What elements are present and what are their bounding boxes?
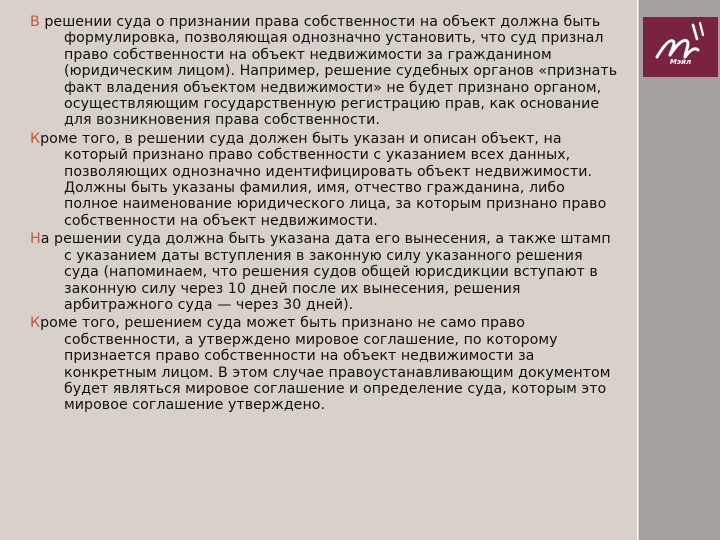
logo [643,17,718,77]
sidebar [639,0,720,540]
paragraph-text: роме того, в решении суда должен быть указан и описан объект, на который признано право собственности с указанием всех данных, позволяющих однозначно идентифицировать объект недвижимости. Должны быть указаны фамилия, имя, отчество гражданина, либо полное наименование юридического лица, за которым признано право собственности на объект недвижимости. [40,130,607,229]
paragraph-initial: К [30,130,41,147]
paragraph-4 [30,315,622,413]
sidebar-divider [637,0,638,540]
paragraph-text: а решении суда должна быть указана дата его вынесения, а также штамп с указанием даты вступления в законную силу указанного решения суда (напоминаем, что решения судов общей юрисдикции вступают в законную силу через 10 дней после их вынесения, решения арбитражного суда — через 30 дней). [40,231,611,313]
paragraph-3 [30,231,622,313]
logo-mark-icon [643,17,718,77]
logo-label: Мэйл [669,58,692,66]
paragraph-2 [30,131,622,229]
document-body [30,14,622,534]
paragraph-text: роме того, решением суда может быть признано не само право собственности, а утверждено мировое соглашение, по которому признается право собственности на объект недвижимости за конкретным лицом. В этом случае правоустанавливающим документом будет являться мировое соглашение и определение суда, которым это мировое соглашение утверждено. [40,315,611,414]
paragraph-initial: Н [30,231,41,248]
paragraph-initial: К [30,315,41,332]
paragraph-1 [30,14,622,129]
paragraph-initial: В [30,14,40,30]
paragraph-text: решении суда о признании права собственности на объект должна быть формулировка, позволяющая однозначно установить, что суд признал право собственности на объект недвижимости за гражданином (юридическим лицом). Например, решение судебных органов «признать факт владения объектом недвижимости» не будет признано органом, осуществляющим государственную регистрацию прав, как основание для возникновения права собственности. [39,14,618,129]
